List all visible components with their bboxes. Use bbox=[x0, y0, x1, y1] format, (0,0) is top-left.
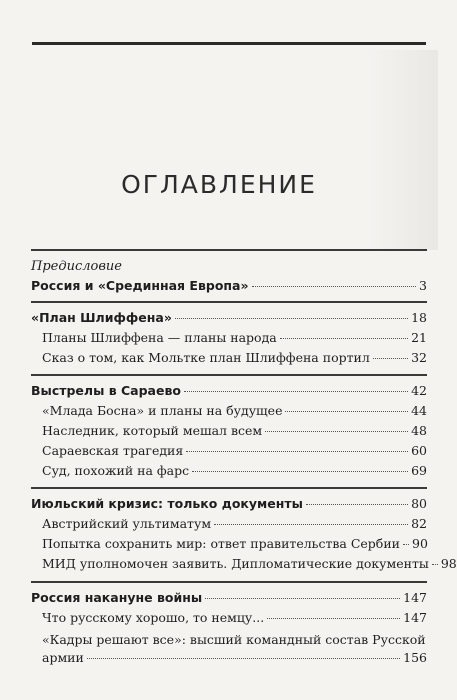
toc-entry-page: 3 bbox=[419, 278, 427, 293]
dot-leader bbox=[373, 358, 408, 359]
toc-entry-page: 60 bbox=[411, 443, 427, 458]
toc-subentry[interactable] bbox=[42, 536, 427, 556]
top-rule bbox=[32, 42, 426, 45]
dot-leader bbox=[403, 544, 409, 545]
dot-leader bbox=[87, 658, 400, 659]
toc-entry-title: Выстрелы в Сараево bbox=[31, 383, 181, 398]
toc-entry-title: Планы Шлиффена — планы народа bbox=[42, 330, 277, 345]
toc-entry-page: 42 bbox=[411, 383, 427, 398]
toc-subentry[interactable] bbox=[42, 350, 427, 370]
toc-entry-title: Сараевская трагедия bbox=[42, 443, 184, 458]
dot-leader bbox=[192, 471, 408, 472]
dot-leader bbox=[214, 524, 408, 525]
dot-leader bbox=[186, 451, 408, 452]
section-divider bbox=[31, 581, 427, 583]
toc-entry-title: Суд, похожий на фарс bbox=[42, 463, 190, 478]
preface-label: Предисловие bbox=[31, 259, 122, 274]
page-title: ОГЛАВЛЕНИЕ bbox=[121, 170, 317, 199]
toc-entry[interactable] bbox=[31, 278, 427, 298]
toc-subentry[interactable] bbox=[42, 463, 427, 483]
section-divider bbox=[31, 301, 427, 303]
toc-entry-page: 147 bbox=[403, 590, 427, 605]
dot-leader bbox=[285, 411, 408, 412]
toc-entry[interactable] bbox=[31, 383, 427, 403]
toc-subentry[interactable] bbox=[42, 330, 427, 350]
toc-entry-title: «План Шлиффена» bbox=[31, 310, 172, 325]
toc-subentry-title-line[interactable]: «Кадры решают все»: высший командный состав Русской bbox=[42, 632, 426, 647]
toc-entry-page: 44 bbox=[411, 403, 427, 418]
toc-subentry[interactable] bbox=[42, 516, 427, 536]
toc-entry-page: 32 bbox=[411, 350, 427, 365]
toc-entry[interactable] bbox=[31, 496, 427, 516]
toc-subentry[interactable] bbox=[42, 650, 427, 670]
toc-entry-title: Попытка сохранить мир: ответ правительства Сербии bbox=[42, 536, 400, 551]
toc-entry-title: Сказ о том, как Мольтке план Шлиффена портил bbox=[42, 350, 370, 365]
toc-subentry[interactable] bbox=[42, 556, 457, 576]
toc-entry-title: Июльский кризис: только документы bbox=[31, 496, 303, 511]
dot-leader bbox=[205, 598, 400, 599]
toc-entry[interactable] bbox=[31, 590, 427, 610]
toc-subentry[interactable] bbox=[42, 423, 427, 443]
toc-entry-title: Россия накануне войны bbox=[31, 590, 203, 605]
dot-leader bbox=[252, 286, 416, 287]
toc-entry-page: 98 bbox=[440, 556, 457, 571]
toc-entry-title: Наследник, который мешал всем bbox=[42, 423, 263, 438]
toc-entry-page: 147 bbox=[403, 610, 427, 625]
section-divider bbox=[31, 249, 427, 251]
toc-entry-page: 48 bbox=[411, 423, 427, 438]
toc-entry-page: 21 bbox=[411, 330, 427, 345]
toc-entry-page: 156 bbox=[403, 650, 427, 665]
toc-entry-page: 18 bbox=[411, 310, 427, 325]
dot-leader bbox=[184, 391, 408, 392]
dot-leader bbox=[432, 564, 438, 565]
dot-leader bbox=[280, 338, 408, 339]
section-divider bbox=[31, 487, 427, 489]
toc-entry[interactable] bbox=[31, 310, 427, 330]
dot-leader bbox=[267, 618, 400, 619]
toc-subentry[interactable] bbox=[42, 403, 427, 423]
toc-entry-page: 69 bbox=[411, 463, 427, 478]
dot-leader bbox=[306, 504, 408, 505]
toc-entry-title: армии bbox=[42, 650, 84, 665]
bleed-through-shadow bbox=[368, 50, 438, 250]
toc-entry-title: Что русскому хорошо, то немцу... bbox=[42, 610, 265, 625]
toc-subentry[interactable] bbox=[42, 610, 427, 630]
toc-subentry[interactable] bbox=[42, 443, 427, 463]
toc-entry-page: 90 bbox=[412, 536, 428, 551]
dot-leader bbox=[175, 318, 408, 319]
toc-entry-page: 82 bbox=[411, 516, 427, 531]
section-divider bbox=[31, 374, 427, 376]
dot-leader bbox=[265, 431, 408, 432]
toc-entry-title: Россия и «Срединная Европа» bbox=[31, 278, 249, 293]
toc-entry-title: «Млада Босна» и планы на будущее bbox=[42, 403, 283, 418]
toc-entry-title: Австрийский ультиматум bbox=[42, 516, 212, 531]
toc-entry-page: 80 bbox=[411, 496, 427, 511]
toc-entry-title: МИД уполномочен заявить. Дипломатические документы bbox=[42, 556, 429, 571]
